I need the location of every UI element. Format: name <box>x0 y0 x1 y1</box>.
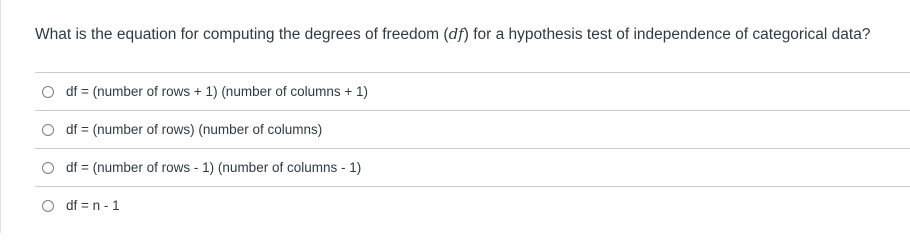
question-suffix: ) for a hypothesis test of independence of categorical data? <box>463 26 871 43</box>
answer-label: df = n - 1 <box>66 198 120 213</box>
left-border <box>0 0 1 233</box>
answer-option-3[interactable] <box>35 148 910 186</box>
answer-label: df = (number of rows + 1) (number of columns + 1) <box>66 84 369 99</box>
radio-button[interactable] <box>42 200 54 212</box>
answer-label: df = (number of rows - 1) (number of columns - 1) <box>66 160 362 175</box>
question-math-df: df <box>448 25 464 43</box>
question-prefix: What is the equation for computing the degrees of freedom ( <box>35 26 449 43</box>
answer-list <box>35 72 910 224</box>
answer-option-1[interactable] <box>35 72 910 110</box>
answer-option-2[interactable] <box>35 110 910 148</box>
radio-button[interactable] <box>42 124 54 136</box>
answer-option-4[interactable] <box>35 186 910 224</box>
radio-button[interactable] <box>42 86 54 98</box>
radio-button[interactable] <box>42 162 54 174</box>
question-text <box>35 24 870 45</box>
answer-label: df = (number of rows) (number of columns) <box>66 122 323 137</box>
